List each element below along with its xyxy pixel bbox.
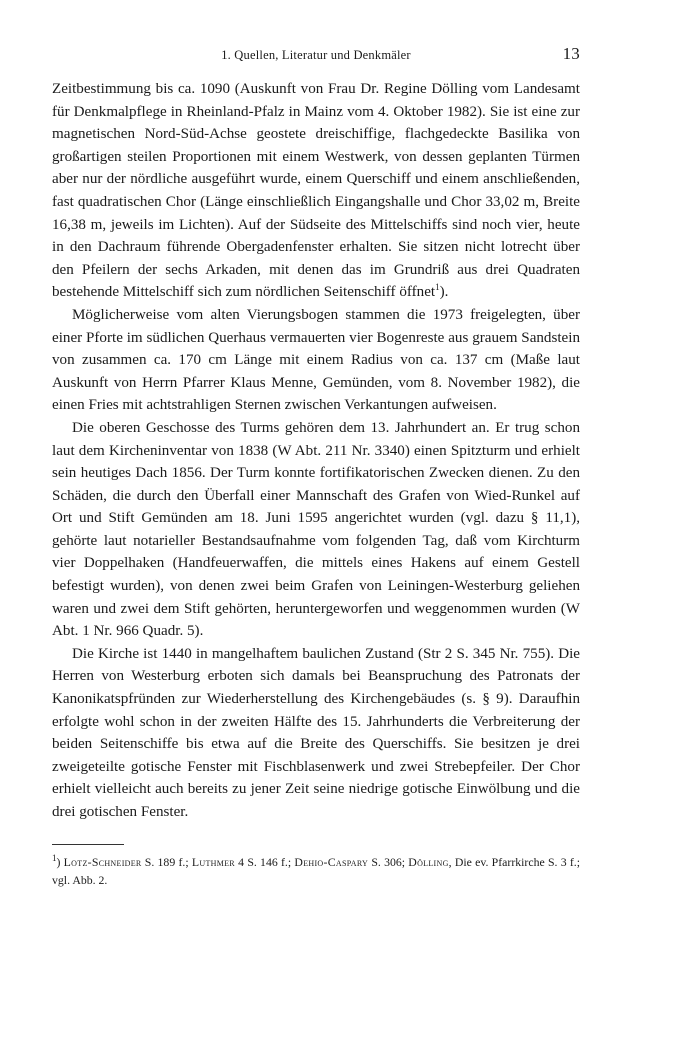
paragraph-1 [52,78,580,304]
footnote-reference[interactable]: 1 [435,282,440,293]
running-head [52,44,580,70]
paragraph-3: Die oberen Geschosse des Turms gehören dem 13. Jahrhundert an. Er trug schon laut dem Kircheninventar von 1838 (W Abt. 211 Nr. 3340) einen Spitzturm und erhielt sein heutiges Dach 1856. Der Turm konnte fortifikatorischen Zwecken dienen. Zu den Schäden, die durch den Überfall einer Mannschaft des Grafen von Wied-Runkel auf Ort und Stift Gemünden am 18. Juni 1595 angerichtet wurden (vgl. dazu § 11,1), gehörte laut notarieller Bestandsaufnahme vom folgenden Tag, daß vom Kirchturm vier Doppelhaken (Handfeuerwaffen, die mittels eines Hakens auf einem Gestell befestigt wurden), von denen zwei beim Grafen von Leiningen-Westerburg geliehen waren und zwei dem Stift gehörten, heruntergeworfen und weggenommen wurden (W Abt. 1 Nr. 966 Quadr. 5). [52,419,580,640]
book-page [52,44,580,889]
footnote-author-4: Dölling [408,854,449,869]
page-number: 13 [562,44,580,63]
footnote-ref-4: , Die ev. Pfarrkirche S. 3 f.; vgl. Abb. 2. [52,854,580,887]
paragraph-4: Die Kirche ist 1440 in mangelhaftem baulichen Zustand (Str 2 S. 345 Nr. 755). Die Herren von Westerburg erboten sich damals bei Beanspruchung des Patronats der Kanonikatspfründen zur Wiederherstellung des Kirchengebäudes (s. § 9). Daraufhin erfolgte wohl schon in der zweiten Hälfte des 15. Jahrhunderts die Verbreiterung der beiden Seitenschiffe bis etwa auf die Breite des Querschiffs. Sie besitzen je drei zweigeteilte gotische Fenster mit Fischblasenwerk und zwei Strebepfeiler. Der Chor erhielt vielleicht auch bereits zu jener Zeit seine niedrige gotische Einwölbung und die drei gotischen Fenster. [52,645,580,820]
footnote-ref-1: S. 189 f.; [141,854,192,869]
footnote-rule [52,844,124,845]
footnote [52,853,580,889]
paragraph-1-text: Zeitbestimmung bis ca. 1090 (Auskunft von Frau Dr. Regine Dölling vom Landesamt für Denkmalpflege in Rheinland-Pfalz in Mainz vom 4. Oktober 1982). Sie ist eine zur magnetischen Nord-Süd-Achse geostete dreischiffige, flachgedeckte Basilika von großartigen steilen Proportionen mit einem Westwerk, von dessen geplanten Türmen aber nur der nördliche ausgeführt wurde, einem Querschiff und einem anschließenden, fast quadratischen Chor (Länge einschließlich Eingangshalle und Chor 33,02 m, Breite 16,38 m, jeweils im Lichten). Auf der Südseite des Mittelschiffs sind noch vier, heute in den Dachraum führende Obergadenfenster erhalten. Sie sitzen nicht lotrecht über den Pfeilern der sechs Arkaden, mit denen das im Grundriß aus drei Quadraten bestehende Mittelschiff sich zum nördlichen Seitenschiff öffnet [52,81,580,301]
body-text [52,78,580,824]
footnote-author-3: Dehio-Caspary [294,854,369,869]
footnote-ref-2: 4 S. 146 f.; [234,854,295,869]
footnote-ref-3: S. 306; [368,854,409,869]
paragraph-1-end: ). [439,284,449,301]
footnote-author-2: Luthmer [191,854,235,869]
running-title: 1. Quellen, Literatur und Denkmäler [221,48,411,62]
footnote-marker: 1 [52,852,57,863]
footnote-marker-close: ) [56,854,61,869]
paragraph-2: Möglicherweise vom alten Vierungsbogen stammen die 1973 freigelegten, über einer Pforte im südlichen Querhaus vermauerten vier Bogenreste aus grauem Sandstein von zusammen ca. 170 cm Länge mit einem Radius von ca. 137 cm (Maße laut Auskunft von Herrn Pfarrer Klaus Menne, Gemünden, vom 8. November 1982), die einen Fries mit achtstrahligen Sternen zwischen Verkantungen aufweisen. [52,306,580,414]
footnote-author-1: Lotz-Schneider [63,854,142,869]
